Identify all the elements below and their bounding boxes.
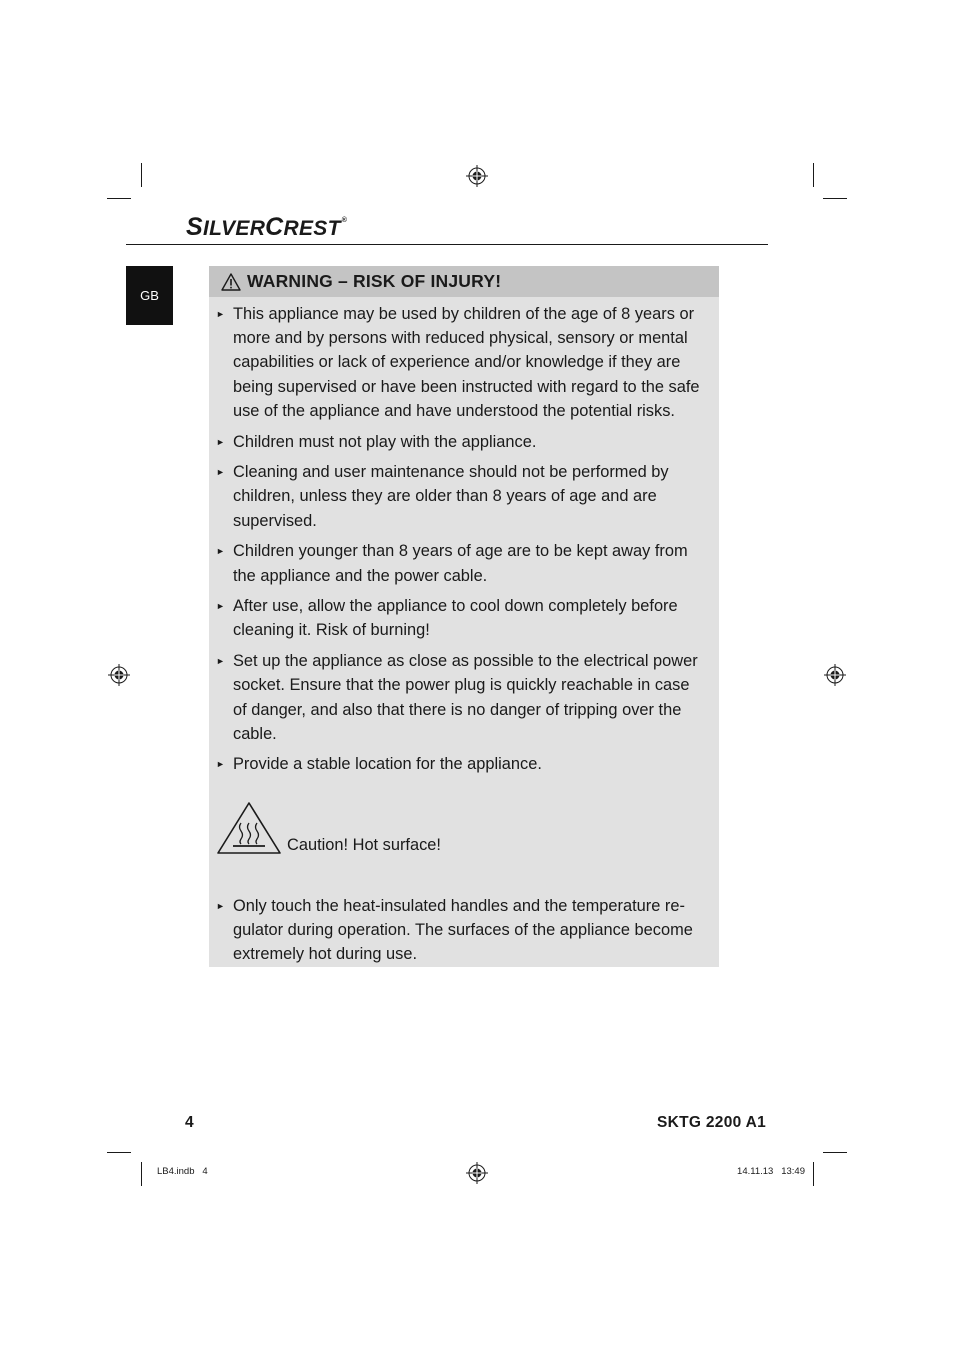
list-item-text: Set up the appliance as close as possible to the electrical power socket. Ensure that the power plug is quickly reachable in case of danger, and also that there is no danger of tripping over the cable. (233, 652, 698, 743)
registration-mark-icon (466, 165, 488, 187)
list-item-text: After use, allow the appliance to cool down completely before cleaning it. Risk of burning! (233, 597, 678, 640)
header-rule (126, 244, 768, 245)
hot-surface-caution (216, 801, 696, 857)
warning-title: WARNING – RISK OF INJURY! (247, 271, 502, 291)
bullet-arrow-icon: ► (216, 601, 225, 612)
list-item-text: Children must not play with the appliance. (233, 432, 537, 451)
model-number: SKTG 2200 A1 (657, 1114, 766, 1131)
crop-mark (107, 1152, 131, 1153)
list-item (209, 894, 719, 967)
logo-registered: ® (341, 217, 348, 224)
list-item-text: Only touch the heat-insulated handles and the temperature re-gulator during operation. The surfaces of the appliance become extremely hot during use. (233, 897, 693, 964)
list-item (209, 302, 719, 423)
print-slug-date: 14.11.13 13:49 (737, 1166, 805, 1177)
registration-mark-icon (108, 664, 130, 686)
bullet-arrow-icon: ► (216, 467, 225, 478)
logo-letter: C (265, 213, 284, 241)
warning-box (209, 266, 719, 967)
crop-mark (823, 198, 847, 199)
language-tab-label: GB (140, 288, 159, 303)
list-item-text: This appliance may be used by children of the age of 8 years or more and by persons with reduced physical, sensory or mental capabilities or lack of experience and/or knowledge if they are being supervised or have been instructed with regard to the safe use of the appliance and have understood the potential risks. (233, 305, 700, 420)
logo-text: ILVER (202, 217, 266, 240)
registration-mark-icon (824, 664, 846, 686)
list-item (209, 539, 719, 587)
bullet-arrow-icon: ► (216, 436, 225, 447)
language-tab (126, 266, 173, 325)
list-item-text: Cleaning and user maintenance should not be performed by children, unless they are older than 8 years of age and are supervised. (233, 463, 669, 530)
list-item (209, 752, 719, 776)
caution-label: Caution! Hot surface! (287, 836, 441, 854)
warning-triangle-icon (221, 273, 241, 291)
crop-mark (141, 1162, 142, 1186)
crop-mark (813, 163, 814, 187)
page-number: 4 (185, 1114, 194, 1131)
warning-list (209, 302, 719, 783)
bullet-arrow-icon: ► (216, 759, 225, 770)
logo-text: REST (283, 217, 341, 240)
brand-logo (186, 213, 347, 242)
crop-mark (813, 1162, 814, 1186)
print-slug-file: LB4.indb 4 (157, 1166, 208, 1177)
list-item (209, 649, 719, 746)
registration-mark-icon (466, 1162, 488, 1184)
list-item-text: Provide a stable location for the appliance. (233, 755, 542, 774)
list-item (209, 460, 719, 533)
logo-letter: S (186, 213, 203, 241)
bullet-arrow-icon: ► (216, 309, 225, 319)
warning-header (209, 266, 719, 297)
crop-mark (107, 198, 131, 199)
hot-surface-icon (216, 801, 282, 855)
list-item (209, 430, 719, 454)
warning-list-after (209, 894, 719, 973)
crop-mark (141, 163, 142, 187)
list-item (209, 594, 719, 642)
bullet-arrow-icon: ► (216, 656, 225, 667)
bullet-arrow-icon: ► (216, 546, 225, 557)
crop-mark (823, 1152, 847, 1153)
list-item-text: Children younger than 8 years of age are to be kept away from the appliance and the power cable. (233, 542, 688, 585)
bullet-arrow-icon: ► (216, 901, 225, 911)
